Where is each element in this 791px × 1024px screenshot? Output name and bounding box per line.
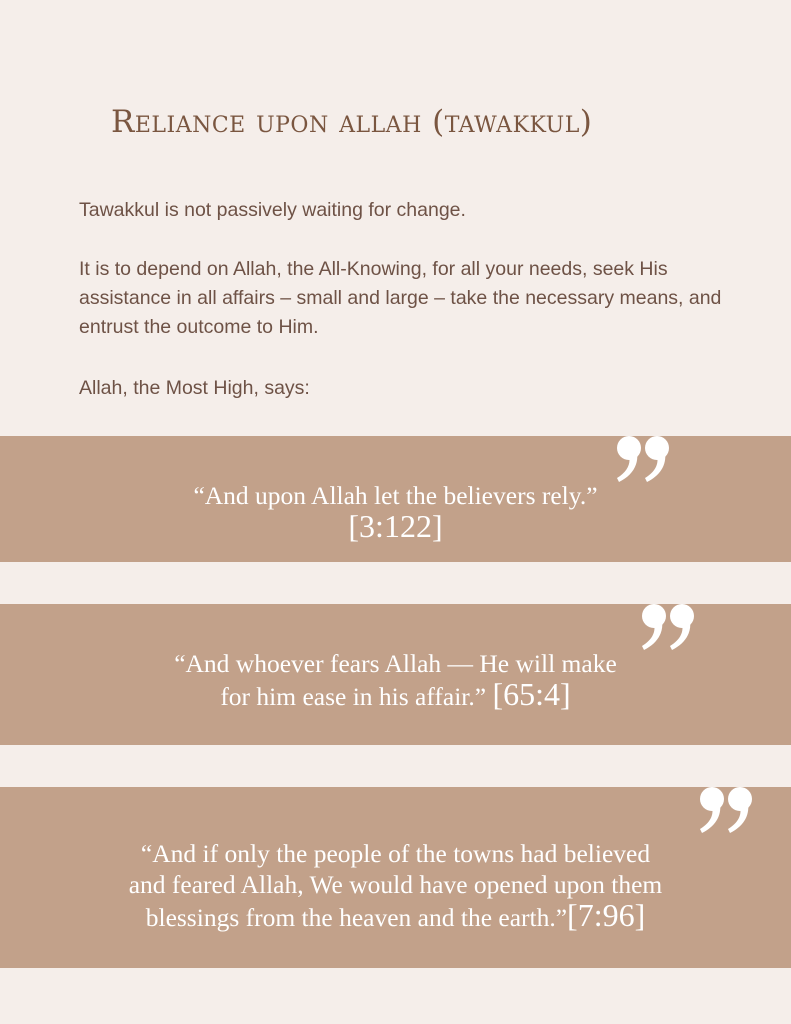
- quote-mark-icon: [638, 600, 700, 652]
- quote-line: “And upon Allah let the believers rely.”: [193, 481, 598, 510]
- quote-line: “And whoever fears Allah — He will make: [174, 649, 617, 678]
- quote-band: [0, 436, 791, 562]
- definition-paragraph: It is to depend on Allah, the All-Knowing, for all your needs, seek His assistance in all affairs – small and large – take the necessary means, and entrust the outcome to Him.: [79, 258, 722, 338]
- quote-line: for him ease in his affair.”: [220, 682, 487, 711]
- quote-band: [0, 604, 791, 745]
- quote-reference: [65:4]: [492, 676, 571, 712]
- intro-paragraph: Tawakkul is not passively waiting for change.: [79, 199, 466, 221]
- quote-mark-icon: [696, 783, 758, 835]
- quote-mark-icon: [613, 432, 675, 484]
- quote-line: and feared Allah, We would have opened upon them: [128, 870, 663, 899]
- quote-text: [0, 648, 791, 712]
- quote-text: [0, 480, 791, 542]
- lead-in-paragraph: Allah, the Most High, says:: [79, 377, 310, 399]
- quote-line: blessings from the heaven and the earth.”: [145, 903, 568, 932]
- quote-line: “And if only the people of the towns had believed: [140, 839, 651, 868]
- quote-text: [0, 838, 791, 933]
- quote-reference: [7:96]: [567, 897, 646, 933]
- quote-reference: [3:122]: [348, 508, 443, 544]
- quote-band: [0, 787, 791, 968]
- page-title: Reliance upon allah (tawakkul): [111, 104, 593, 140]
